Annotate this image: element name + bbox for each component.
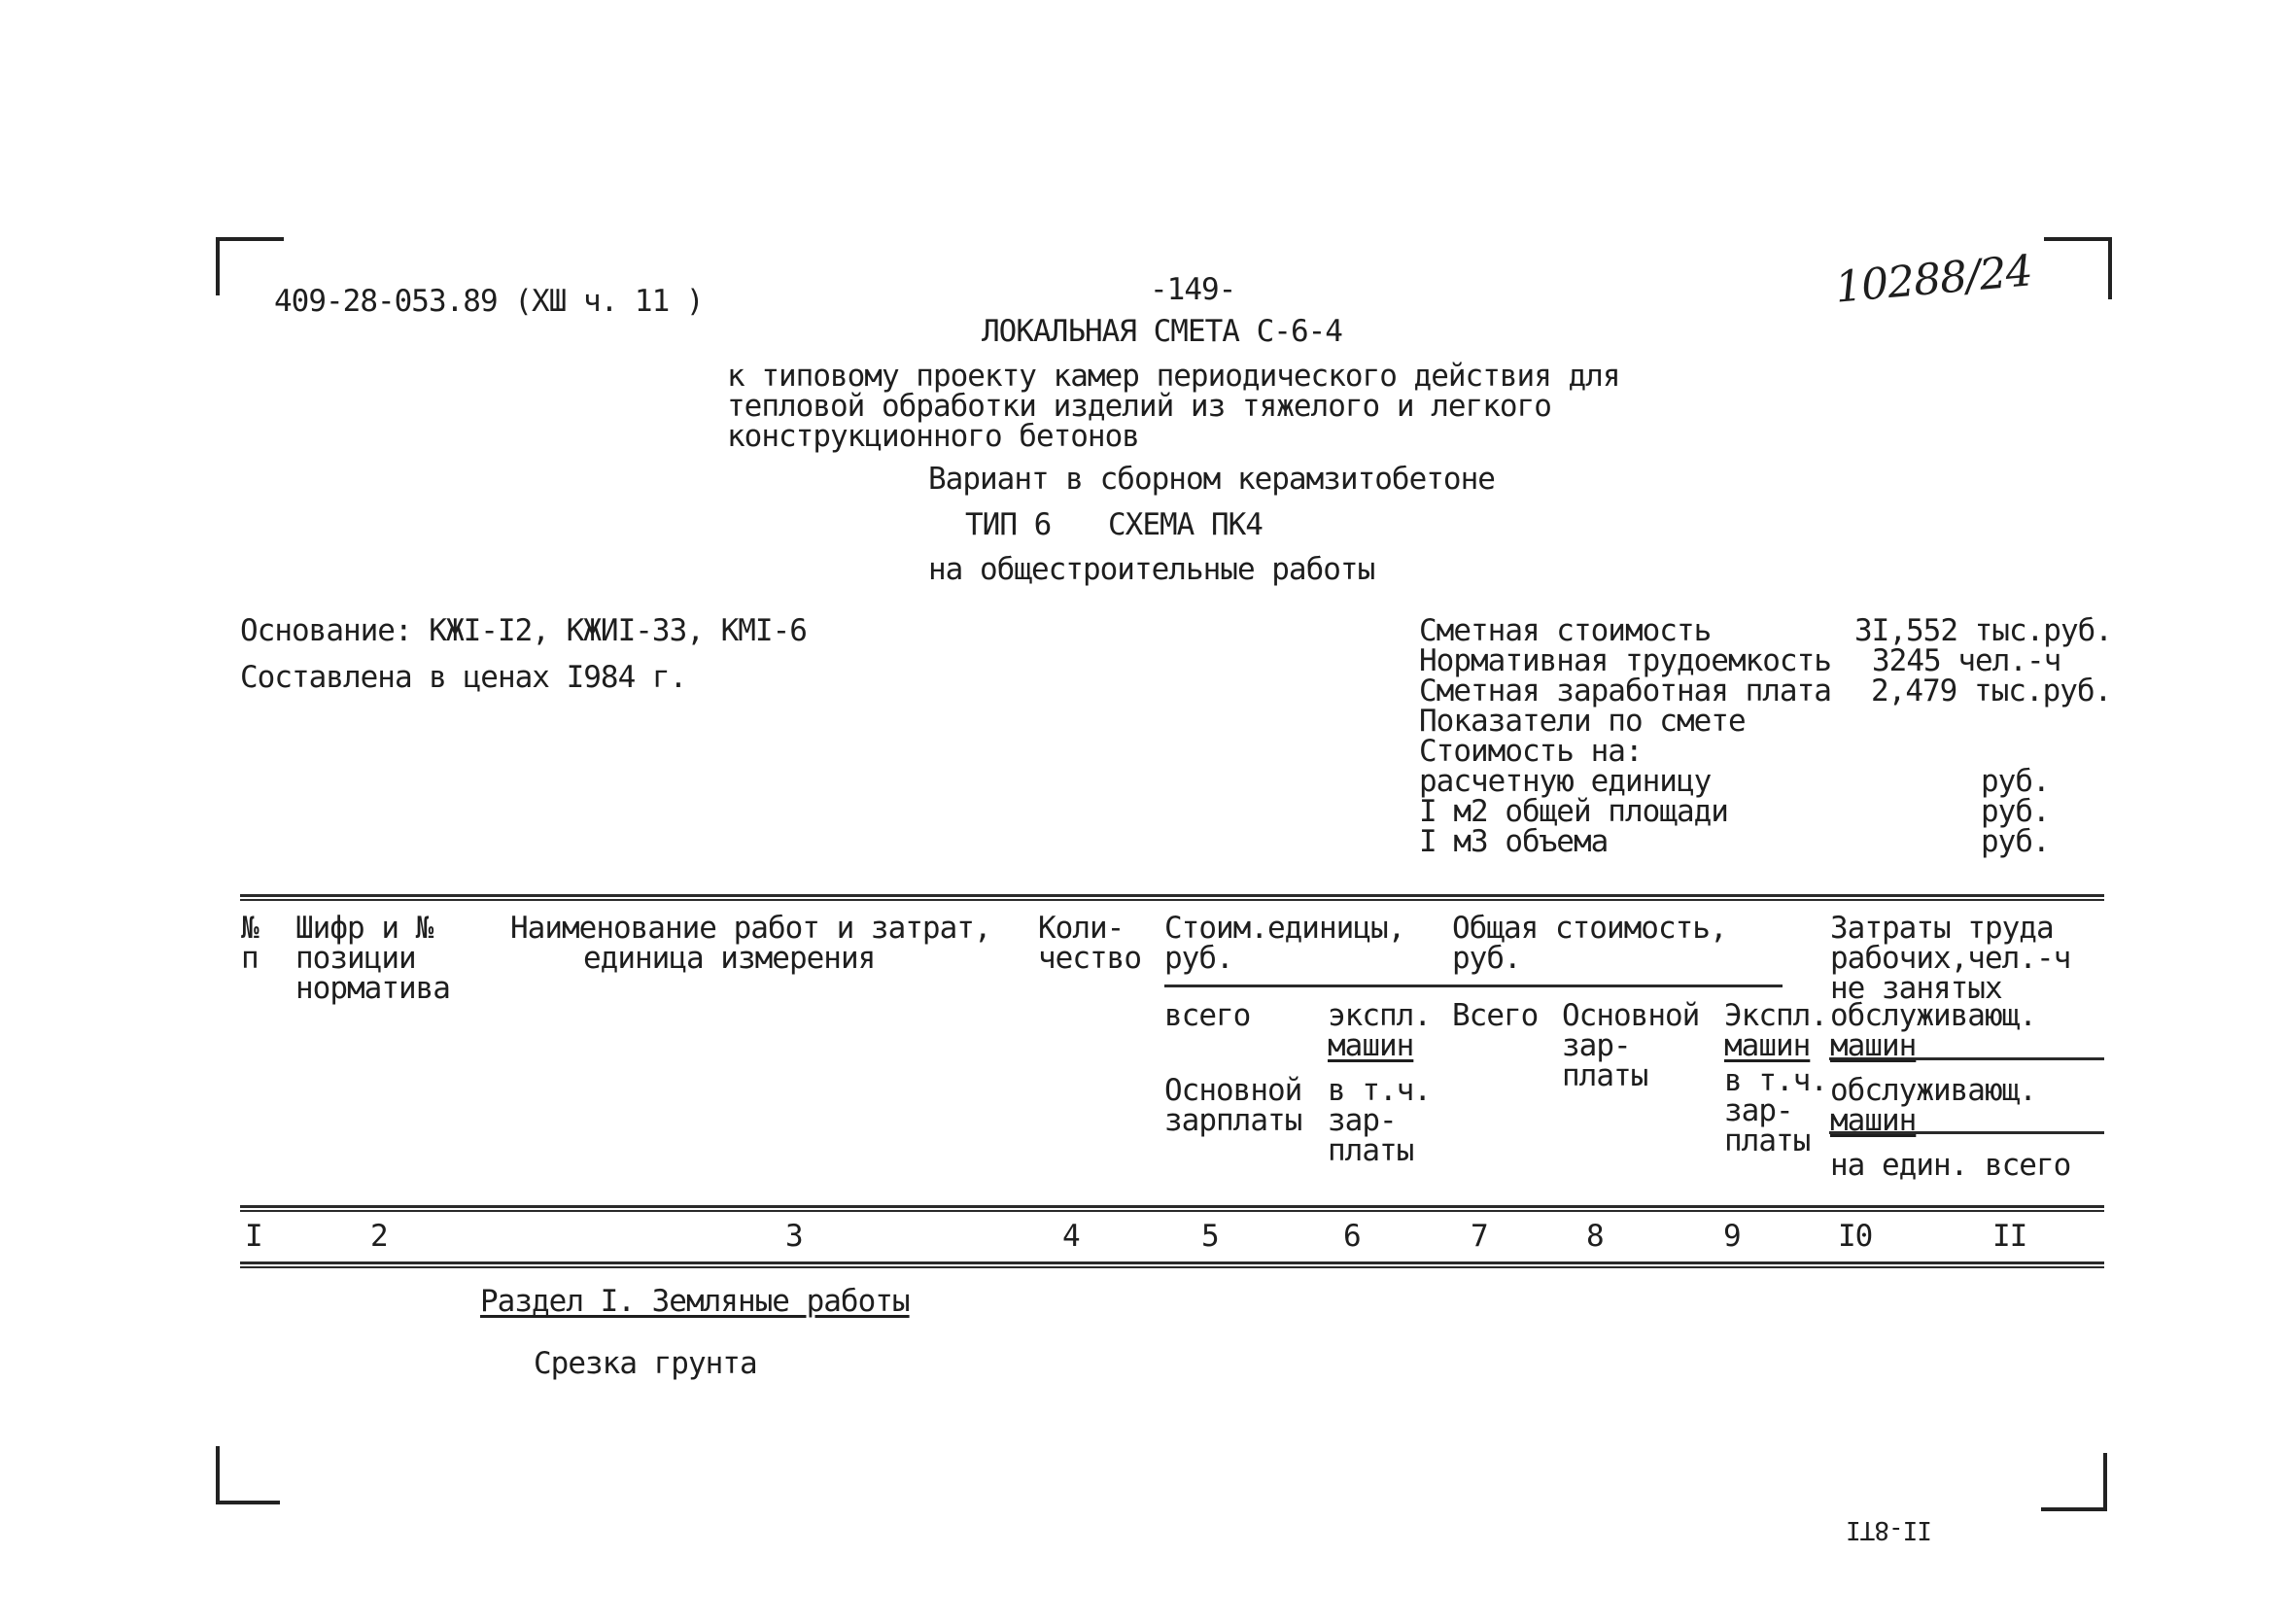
column-number-3: 3 <box>785 1219 803 1254</box>
column-number-4: 4 <box>1062 1219 1080 1254</box>
col5-top-header: всего <box>1164 998 1251 1033</box>
col4-header-line1: Коли- <box>1038 911 1125 946</box>
col3-header-line1: Наименование работ и затрат, <box>510 911 991 946</box>
scheme-label: СХЕМА ПК4 <box>1108 507 1263 542</box>
column-number-1: I <box>245 1219 262 1254</box>
unit-cost-header-line1: Стоим.единицы, <box>1164 911 1405 946</box>
per-m3-value: руб. <box>1981 824 2050 859</box>
col2-header-line3: норматива <box>295 971 450 1006</box>
col6-bottom-header-line1: в т.ч. <box>1328 1073 1431 1108</box>
col9-header-line2: машин <box>1724 1028 1811 1063</box>
column-number-9: 9 <box>1723 1219 1741 1254</box>
col4-header-line2: чество <box>1038 941 1141 976</box>
labor-sub-a-line2: машин <box>1830 1028 1917 1063</box>
table-top-rule <box>240 894 2104 897</box>
labor-header-line3: не занятых <box>1830 971 2002 1006</box>
col2-header-line2: позиции <box>295 941 416 976</box>
cost-label: Сметная стоимость <box>1419 613 1712 648</box>
col7-header: Всего <box>1452 998 1539 1033</box>
col8-header-line2: зар- <box>1562 1028 1631 1063</box>
document-code: 409-28-053.89 (XШ ч. 11 ) <box>274 284 704 319</box>
handwritten-number: 10288/24 <box>1833 246 2034 313</box>
col6-top-header-line1: экспл. <box>1328 998 1431 1033</box>
column-number-7: 7 <box>1471 1219 1488 1254</box>
labor-label: Нормативная трудоемкость <box>1419 643 1831 678</box>
col9-header-line1: Экспл. <box>1724 998 1827 1033</box>
cost-value: 3I,552 тыс.руб. <box>1854 613 2112 648</box>
column-number-6: 6 <box>1343 1219 1361 1254</box>
col1-header-line2: п <box>241 941 259 976</box>
col6-bottom-header-line3: платы <box>1328 1133 1414 1168</box>
cost-per-label: Стоимость на: <box>1419 734 1643 769</box>
col9-header-line5: платы <box>1724 1123 1811 1158</box>
col2-header-line1: Шифр и № <box>295 911 433 946</box>
document-title: ЛОКАЛЬНАЯ СМЕТА С-6-4 <box>982 314 1342 349</box>
col5-bottom-header-line1: Основной <box>1164 1073 1302 1108</box>
page-number: -149- <box>1150 272 1236 307</box>
header-bottom-rule-2 <box>240 1210 2104 1212</box>
indicators-label: Показатели по смете <box>1419 704 1746 739</box>
subtitle-line-2: тепловой обработки изделий из тяжелого и легкого <box>727 389 1551 424</box>
per-m3-label: I м3 объема <box>1419 824 1609 859</box>
col9-header-line4: зар- <box>1724 1093 1793 1128</box>
col8-header-line3: платы <box>1562 1058 1648 1093</box>
col5-bottom-header-line2: зарплаты <box>1164 1103 1302 1138</box>
section-item: Срезка грунта <box>534 1346 757 1381</box>
cost-group-rule <box>1164 985 1783 987</box>
column-number-2: 2 <box>370 1219 388 1254</box>
labor-value: 3245 чел.-ч <box>1872 643 2061 678</box>
corner-mark-bottom-left <box>216 1446 280 1504</box>
header-bottom-rule <box>240 1205 2104 1208</box>
numbers-bottom-rule-2 <box>240 1266 2104 1268</box>
works-line: на общестроительные работы <box>928 552 1375 587</box>
labor-header-line2: рабочих,чел.-ч <box>1830 941 2071 976</box>
unit-cost-header-line2: руб. <box>1164 941 1233 976</box>
table-top-rule-2 <box>240 899 2104 901</box>
per-unit-value: руб. <box>1981 764 2050 799</box>
prices-line: Составлена в ценах I984 г. <box>240 660 687 695</box>
variant-line: Вариант в сборном керамзитобетоне <box>928 462 1495 497</box>
col6-bottom-header-line2: зар- <box>1328 1103 1397 1138</box>
per-m2-value: руб. <box>1981 794 2050 829</box>
total-cost-header-line1: Общая стоимость, <box>1452 911 1727 946</box>
type-label: ТИП 6 <box>965 507 1052 542</box>
section-title: Раздел I. Земляные работы <box>480 1284 910 1319</box>
labor-sub-a-line1: обслуживающ. <box>1830 998 2036 1033</box>
numbers-bottom-rule <box>240 1261 2104 1264</box>
labor-sub-c: на един. всего <box>1830 1148 2071 1183</box>
col9-header-line3: в т.ч. <box>1724 1063 1827 1098</box>
col8-header-line1: Основной <box>1562 998 1700 1033</box>
labor-header-line1: Затраты труда <box>1830 911 2054 946</box>
basis-line: Основание: КЖI-I2, КЖИI-33, КМI-6 <box>240 613 807 648</box>
per-m2-label: I м2 общей площади <box>1419 794 1728 829</box>
corner-mark-top-right <box>2044 237 2112 299</box>
column-number-10: I0 <box>1838 1219 1873 1254</box>
corner-mark-bottom-right <box>2041 1453 2107 1511</box>
labor-sub-b-line1: обслуживающ. <box>1830 1073 2036 1108</box>
column-number-11: II <box>1992 1219 2027 1254</box>
col3-header-line2: единица измерения <box>583 941 876 976</box>
per-unit-label: расчетную единицу <box>1419 764 1712 799</box>
wage-label: Сметная заработная плата <box>1419 674 1831 708</box>
labor-sub-b-line2: машин <box>1830 1103 1917 1138</box>
col6-top-header-line2: машин <box>1328 1028 1414 1063</box>
total-cost-header-line2: руб. <box>1452 941 1521 976</box>
column-number-8: 8 <box>1586 1219 1604 1254</box>
column-number-5: 5 <box>1201 1219 1219 1254</box>
subtitle-line-1: к типовому проекту камер периодического действия для <box>727 359 1620 394</box>
col1-header-line1: № <box>241 911 259 946</box>
footer-code: II-8TI <box>1847 1515 1932 1544</box>
subtitle-line-3: конструкционного бетонов <box>727 419 1139 454</box>
wage-value: 2,479 тыс.руб. <box>1871 674 2112 708</box>
